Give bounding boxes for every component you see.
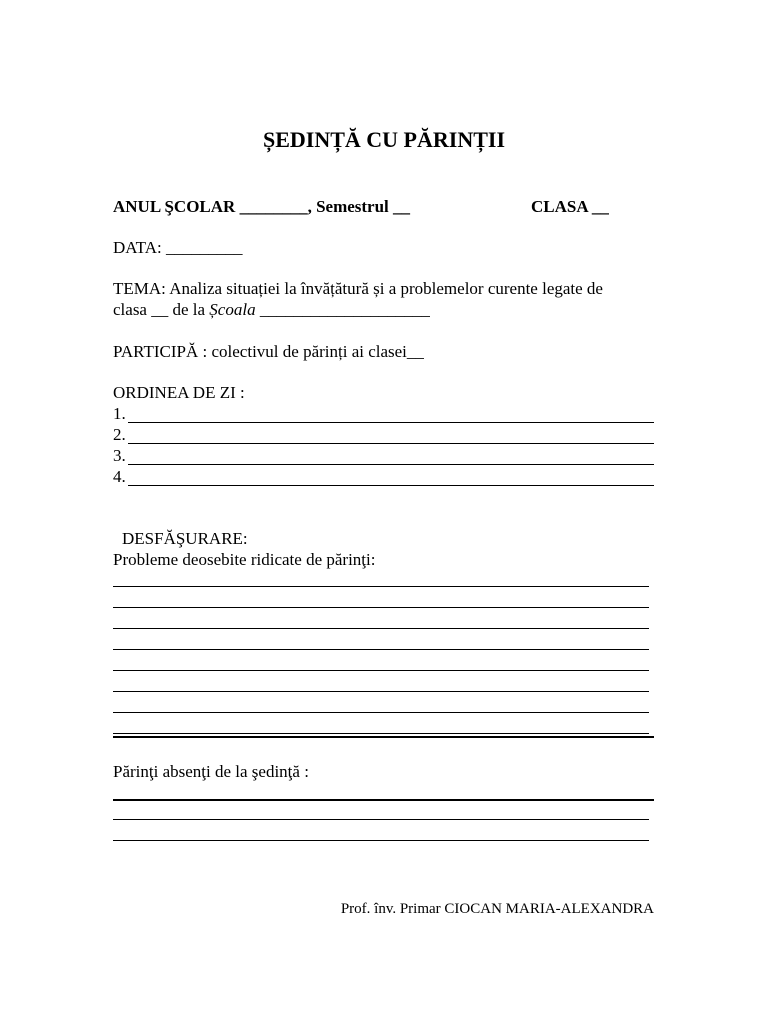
agenda-item-rule <box>128 422 654 423</box>
blank-line <box>113 586 649 587</box>
blank-line <box>113 733 649 734</box>
blank-line <box>113 840 649 841</box>
date-field: DATA: _________ <box>113 238 243 257</box>
teacher-signature: Prof. înv. Primar CIOCAN MARIA-ALEXANDRA <box>340 901 654 917</box>
agenda-item <box>113 467 654 487</box>
school-year-semester: ANUL ŞCOLAR ________, Semestrul __ <box>113 197 411 216</box>
class-field: CLASA __ <box>531 197 609 216</box>
agenda-item <box>113 446 654 466</box>
blank-line <box>113 670 649 671</box>
proceedings-heading: DESFĂŞURARE: <box>122 529 248 548</box>
section-divider <box>113 736 654 738</box>
agenda-heading: ORDINEA DE ZI : <box>113 383 245 402</box>
agenda-item-rule <box>128 485 654 486</box>
blank-line <box>113 607 649 608</box>
blank-line <box>113 819 649 820</box>
participants: PARTICIPĂ : colectivul de părinți ai clasei__ <box>113 342 424 361</box>
section-divider <box>113 799 654 801</box>
theme-school-word: Școala <box>209 300 256 319</box>
agenda-item <box>113 404 654 424</box>
agenda-item-number: 4. <box>113 467 126 486</box>
theme-line-1: TEMA: Analiza situației la învățătură și a problemelor curente legate de <box>113 279 603 298</box>
agenda-item-rule <box>128 443 654 444</box>
agenda-item-rule <box>128 464 654 465</box>
theme-line-2 <box>113 300 430 320</box>
theme-line-2-suffix: ____________________ <box>255 300 430 319</box>
blank-line <box>113 649 649 650</box>
absent-parents-label: Părinţi absenţi de la şedinţă : <box>113 762 309 781</box>
proceedings-subheading: Probleme deosebite ridicate de părinţi: <box>113 550 376 569</box>
blank-line <box>113 712 649 713</box>
agenda-item-number: 2. <box>113 425 126 444</box>
theme-line-2-prefix: clasa __ de la <box>113 300 210 319</box>
page-title: ȘEDINȚĂ CU PĂRINȚII <box>262 127 506 152</box>
agenda-item <box>113 425 654 445</box>
blank-line <box>113 691 649 692</box>
agenda-item-number: 1. <box>113 404 126 423</box>
agenda-item-number: 3. <box>113 446 126 465</box>
blank-line <box>113 628 649 629</box>
